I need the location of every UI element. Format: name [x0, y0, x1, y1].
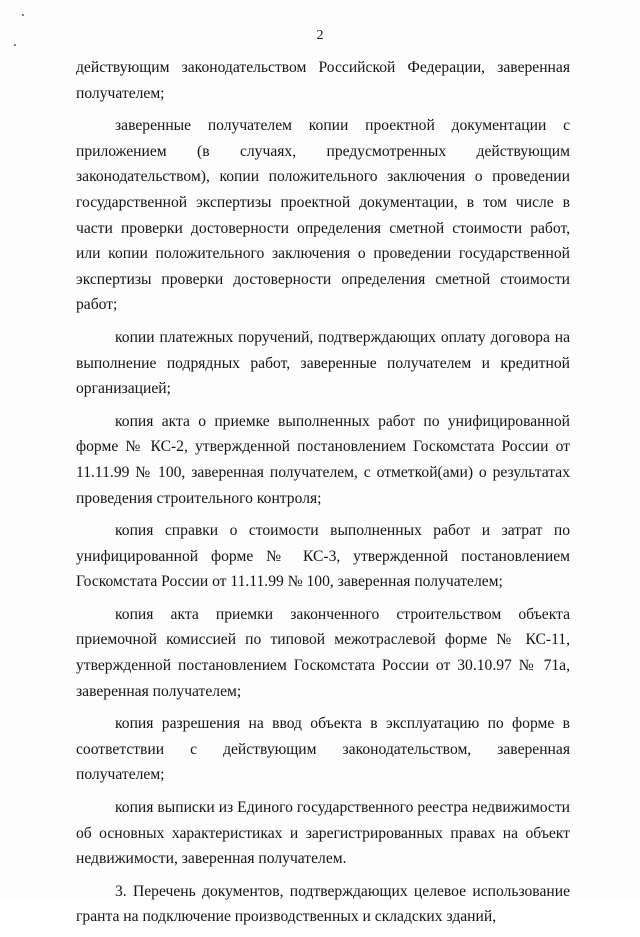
paragraph: копия справки о стоимости выполненных работ и затрат по унифицированной форме № КС-3, утвержденной постановлением Госкомстата России от 11.11.99 № 100, заверенная получателем; — [76, 522, 570, 591]
paragraph: копия акта приемки законченного строительством объекта приемочной комиссией по типовой межотраслевой форме № КС-11, утвержденной постановлением Госкомстата России от 30.10.97 № 71а, заверенная получателем; — [76, 605, 570, 700]
paragraph: копия акта о приемке выполненных работ по унифицированной форме № КС-2, утвержденной постановлением Госкомстата России от 11.11.99 № 100, заверенная получателем, с отметкой(ами) о результатах проведения строительного контроля; — [76, 412, 570, 507]
page-number: 2 — [316, 28, 324, 43]
paragraph: копии платежных поручений, подтверждающих оплату договора на выполнение подрядных работ, заверенные получателем и кредитной организацией; — [76, 328, 570, 398]
document-body — [76, 55, 570, 937]
scan-speck — [14, 44, 16, 46]
paragraph: действующим законодательством Российской Федерации, заверенная получателем; — [76, 59, 570, 102]
paragraph: заверенные получателем копии проектной документации с приложением (в случаях, предусмотренных действующим законодательством), копии положительного заключения о проведении государственной экспертизы проектной документации, в том числе в части проверки достоверности определения сметной стоимости работ, или копии положительного заключения о проведении государственной экспертизы проверки достоверности определения сметной стоимости работ; — [76, 117, 570, 314]
paragraph: копия разрешения на ввод объекта в эксплуатацию по форме в соответствии с действующим законодательством, заверенная получателем; — [76, 715, 570, 784]
scan-speck — [22, 14, 24, 16]
paragraph: 3. Перечень документов, подтверждающих целевое использование гранта на подключение производственных и складских зданий, — [76, 882, 570, 926]
paragraph: копия выписки из Единого государственного реестра недвижимости об основных характеристиках и зарегистрированных правах на объект недвижимости, заверенная получателем. — [76, 799, 570, 868]
